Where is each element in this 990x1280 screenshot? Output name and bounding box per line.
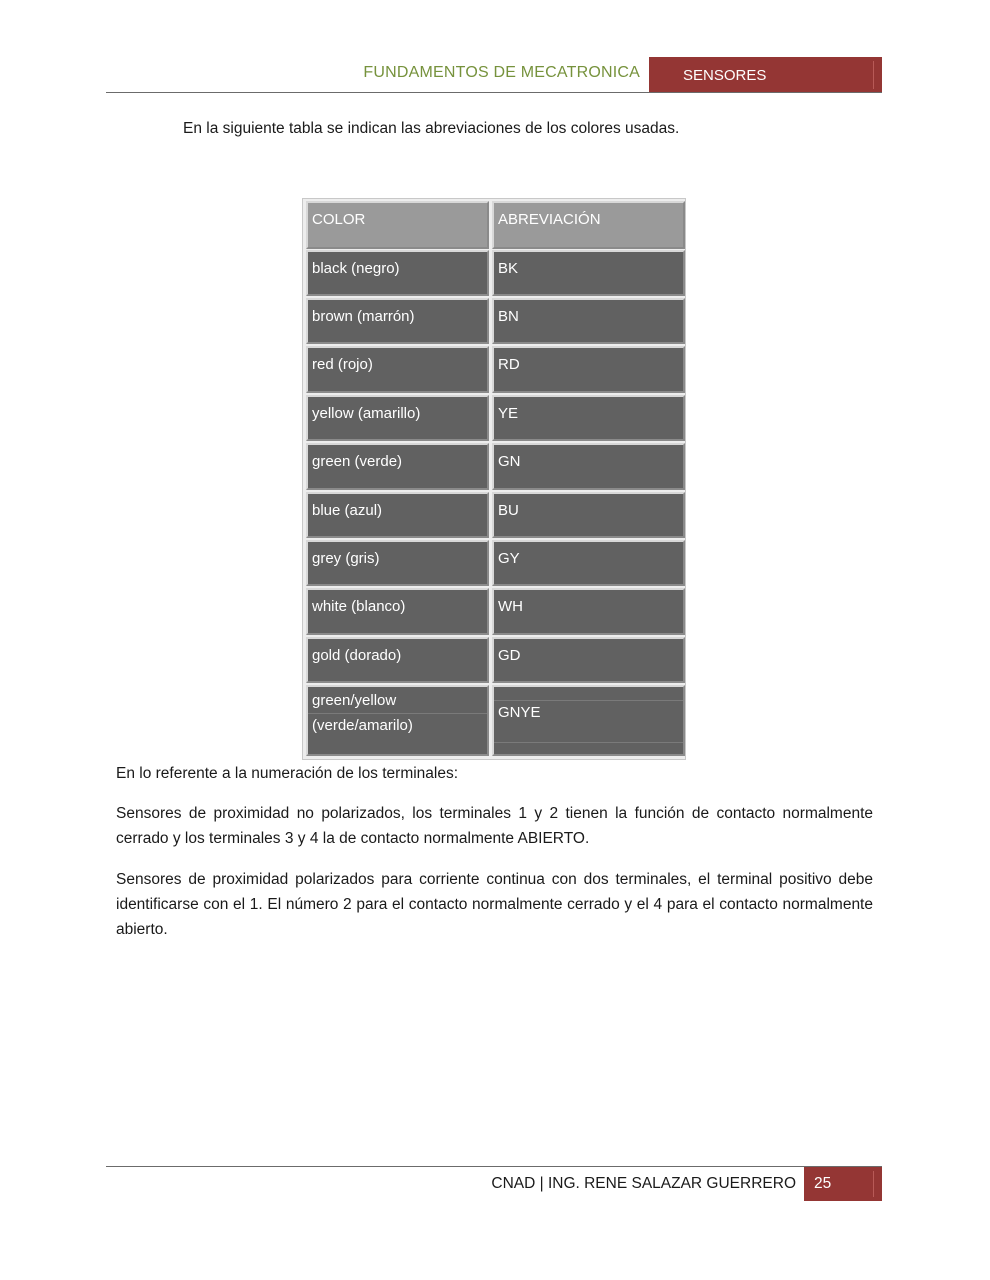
table-cell-color: gold (dorado) (306, 637, 489, 683)
footer-author: CNAD | ING. RENE SALAZAR GUERRERO (491, 1175, 796, 1192)
tab-edge (873, 61, 874, 89)
table-cell-abbr: GN (492, 443, 685, 490)
table-cell-abbr: WH (492, 588, 685, 635)
color-line-1: green/yellow (312, 692, 397, 709)
section-tab (649, 57, 882, 93)
polarized-paragraph: Sensores de proximidad polarizados para corriente continua con dos terminales, el terminal positivo debe identificarse con el 1. El número 2 para el contacto normalmente cerrado y el 4 para el contacto normalmente abierto. (116, 871, 873, 938)
table-cell-abbr: YE (492, 395, 685, 441)
non-polarized-paragraph: Sensores de proximidad no polarizados, los terminales 1 y 2 tienen la función de contacto normalmente cerrado y los terminales 3 y 4 la de contacto normalmente ABIERTO. (116, 805, 873, 847)
page-number-box (804, 1167, 882, 1201)
table-cell-color: grey (gris) (306, 540, 489, 586)
table-cell-abbr: GD (492, 637, 685, 683)
table-cell-color: black (negro) (306, 250, 489, 296)
table-cell-abbr: BN (492, 298, 685, 344)
cell-divider (494, 700, 683, 701)
page-box-edge (873, 1171, 874, 1197)
table-cell-color: blue (azul) (306, 492, 489, 538)
table-cell-abbr: BK (492, 250, 685, 296)
table-header-abbreviation: ABREVIACIÓN (492, 201, 685, 249)
table-cell-color: yellow (amarillo) (306, 395, 489, 441)
table-cell-color: white (blanco) (306, 588, 489, 635)
table-cell-abbr (492, 685, 685, 756)
cell-divider (494, 742, 683, 743)
page-header (106, 56, 882, 94)
table-cell-color-multiline (306, 685, 489, 756)
table-header-color: COLOR (306, 201, 489, 249)
document-title: FUNDAMENTOS DE MECATRONICA (363, 64, 640, 81)
table-cell-abbr: GY (492, 540, 685, 586)
table-cell-abbr: RD (492, 346, 685, 393)
page-number: 25 (814, 1175, 832, 1192)
abbr-value: GNYE (498, 704, 541, 721)
table-cell-color: green (verde) (306, 443, 489, 490)
table-cell-color: brown (marrón) (306, 298, 489, 344)
intro-paragraph: En la siguiente tabla se indican las abreviaciones de los colores usadas. (183, 120, 680, 137)
header-rule (106, 92, 882, 93)
color-abbreviation-table (302, 198, 686, 760)
color-line-2: (verde/amarilo) (312, 717, 413, 734)
table-cell-color: red (rojo) (306, 346, 489, 393)
section-label: SENSORES (683, 67, 767, 84)
footer-rule (106, 1166, 882, 1167)
terminals-intro-paragraph: En lo referente a la numeración de los terminales: (116, 765, 459, 782)
cell-divider (308, 713, 487, 714)
table-cell-abbr: BU (492, 492, 685, 538)
